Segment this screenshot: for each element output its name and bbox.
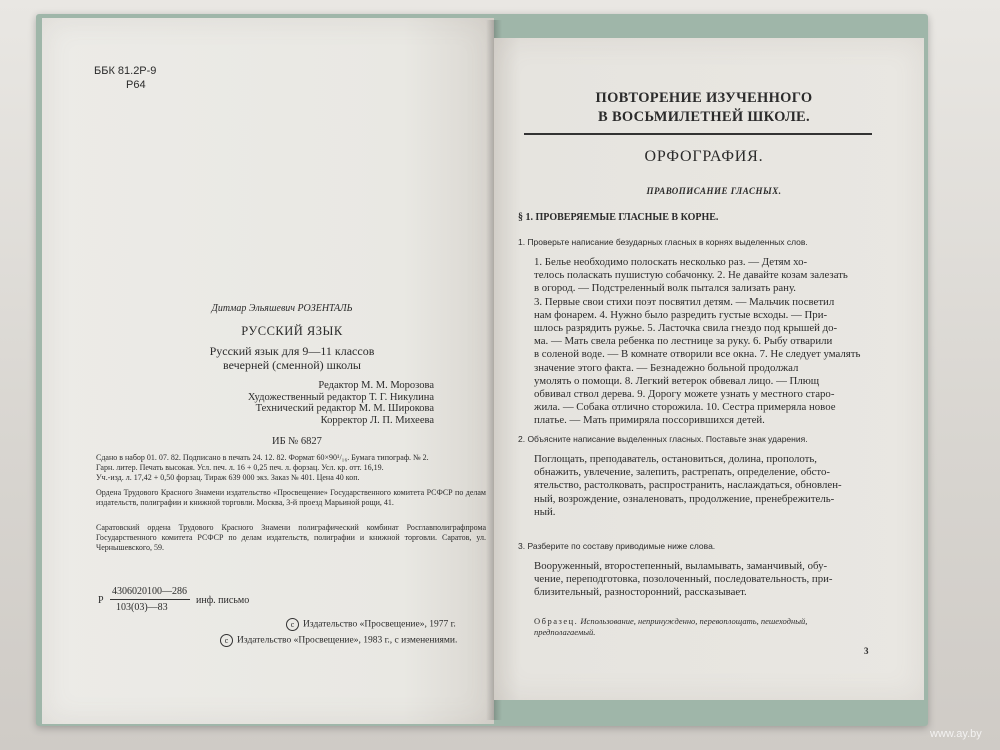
formula-divider (110, 599, 190, 600)
printer-info: Саратовский ордена Трудового Красного Знамени полиграфический комбинат Росглавполиграфпрома Государственного комитета РСФСР по делам издательств, полиграфии и книжной торговли. Саратов, ул. Чернышевского, 59. (96, 523, 486, 552)
text-line: близительный, разносторонний, рассказывает. (534, 586, 747, 599)
text-line: 1. Белье необходимо полоскать несколько раз. — Детям хо- (534, 256, 808, 268)
paragraph-title: § 1. ПРОВЕРЯЕМЫЕ ГЛАСНЫЕ В КОРНЕ. (518, 212, 719, 223)
text-line: Вооруженный, второстепенный, выламывать, заманчивый, обу- (534, 560, 828, 572)
subtitle-line-2: вечерней (сменной) школы (222, 358, 361, 372)
text-line: Поглощать, преподаватель, остановиться, долина, прополоть, (534, 453, 817, 465)
copyright-1 (286, 618, 456, 631)
subtitle-line-1: Русский язык для 9—11 классов (209, 344, 375, 358)
copyright-text: Издательство «Просвещение», 1977 г. (303, 619, 456, 630)
page-number: 3 (864, 646, 869, 656)
sample-text: Использование, непринужденно, перевоплощать, пешеходный, (580, 616, 808, 626)
sample-label: Образец. (534, 616, 579, 626)
copyright-2 (220, 634, 457, 647)
text-line: ный, возрождение, озналеновать, продолжение, пренебрежитель- (534, 492, 835, 505)
chapter-heading-2: В ВОСЬМИЛЕТНЕЙ ШКОЛЕ. (598, 109, 810, 125)
text-line: обвивал ствол дерева. 9. Дорогу можете узнать у местного старо- (534, 388, 835, 401)
text-line: шлось разрядить ружье. 5. Ласточка свила гнездо под крышей до- (534, 322, 838, 335)
watermark: www.ay.by (930, 728, 982, 740)
text-line: обнажить, увлечение, залепить, растрепать, определение, обсто- (534, 466, 830, 479)
text-line: в соленой воде. — В комнате отворили все окна. 7. Не следует умалять (534, 348, 861, 361)
text-line: ятельство, растолковать, распространить, наслаждаться, обновлен- (534, 479, 842, 492)
formula-note: инф. письмо (196, 595, 250, 606)
text-line: умолять о помощи. 8. Легкий ветерок обвевал лицо. — Плющ (534, 374, 820, 387)
editor-line: Редактор М. М. Морозова (318, 380, 434, 391)
sample-block (534, 616, 879, 638)
exercise-2-task: 2. Объясните написание выделенных гласных. Поставьте знак ударения. (518, 434, 808, 444)
left-page (42, 18, 494, 724)
print-info-line: Гарн. литер. Печать высокая. Усл. печ. л. 16 + 0,25 печ. л. форзац. Усл. кр. отт. 16,19. (96, 463, 384, 472)
copyright-text: Издательство «Просвещение», 1983 г., с изменениями. (237, 635, 458, 646)
exercise-3-text (534, 560, 879, 600)
exercise-2-text (534, 453, 879, 519)
formula-denominator: 103(03)—83 (116, 602, 168, 613)
sample-text-2: предполагаемый. (534, 627, 596, 637)
exercise-1-task: 1. Проверьте написание безударных гласных в корнях выделенных слов. (518, 237, 808, 247)
catalog-code: Р64 (126, 79, 146, 91)
print-info-line: Уч.-изд. л. 17,42 + 0,50 форзац. Тираж 639 000 экз. Заказ № 401. Цена 40 коп. (96, 473, 360, 482)
text-line: ма. — Мать свела ребенка по лестнице за руку. 6. Рыбу отварили (534, 335, 833, 348)
exercise-3-task: 3. Разберите по составу приводимые ниже слова. (518, 541, 716, 551)
publisher-info: Ордена Трудового Красного Знамени издательство «Просвещение» Государственного комитета РСФСР по делам издательств, полиграфии и книжной торговли. Москва, 3-й проезд Марьиной рощи, 41. (96, 488, 486, 507)
text-line: в огород. — Подстреленный волк пытался зализать рану. (534, 282, 796, 295)
formula-letter: Р (98, 595, 104, 606)
formula-numerator: 4306020100—286 (112, 586, 187, 597)
text-line: жила. — Собака отлично сторожила. 10. Сестра примеряла новое (534, 401, 836, 414)
editor-line: Художественный редактор Т. Г. Никулина (247, 391, 434, 403)
text-line: чение, переподготовка, позолоченный, последовательность, при- (534, 573, 833, 586)
print-info (96, 453, 486, 483)
exercise-1-text (534, 256, 879, 428)
editor-line: Корректор Л. П. Михеева (320, 414, 434, 426)
text-line: 3. Первые свои стихи поэт посвятил детям. — Мальчик посветил (534, 295, 835, 308)
text-line: телось поласкать пушистую собачонку. 2. Не давайте козам залезать (534, 269, 848, 282)
chapter-heading-1: ПОВТОРЕНИЕ ИЗУЧЕННОГО (595, 90, 813, 106)
bbk-code: ББК 81.2Р-9 (94, 65, 157, 77)
text-line: нам фонарем. 4. Нужно было разредить густые всходы. — При- (534, 308, 828, 321)
text-line: платье. — Мать примиряла поссорившихся детей. (534, 414, 765, 427)
author-line: Дитмар Эльяшевич РОЗЕНТАЛЬ (211, 303, 353, 314)
text-line: ный. (534, 505, 556, 518)
heading-rule (524, 133, 872, 135)
book-title: РУССКИЙ ЯЗЫК (241, 324, 343, 338)
print-info-line: Сдано в набор 01. 07. 82. Подписано в печать 24. 12. 82. Формат 60×90¹/₁₆. Бумага типограф. № 2. (96, 453, 429, 462)
subsection-title: ПРАВОПИСАНИЕ ГЛАСНЫХ. (646, 186, 782, 196)
right-page (494, 38, 924, 700)
section-title: ОРФОГРАФИЯ. (644, 148, 764, 165)
ib-number: ИБ № 6827 (272, 436, 322, 447)
copyright-icon: c (220, 634, 233, 647)
copyright-icon: c (286, 618, 299, 631)
text-line: значение этого факта. — Безнадежно больной продолжал (534, 361, 799, 374)
editor-line: Технический редактор М. М. Широкова (255, 403, 434, 414)
editors-block (194, 380, 434, 426)
